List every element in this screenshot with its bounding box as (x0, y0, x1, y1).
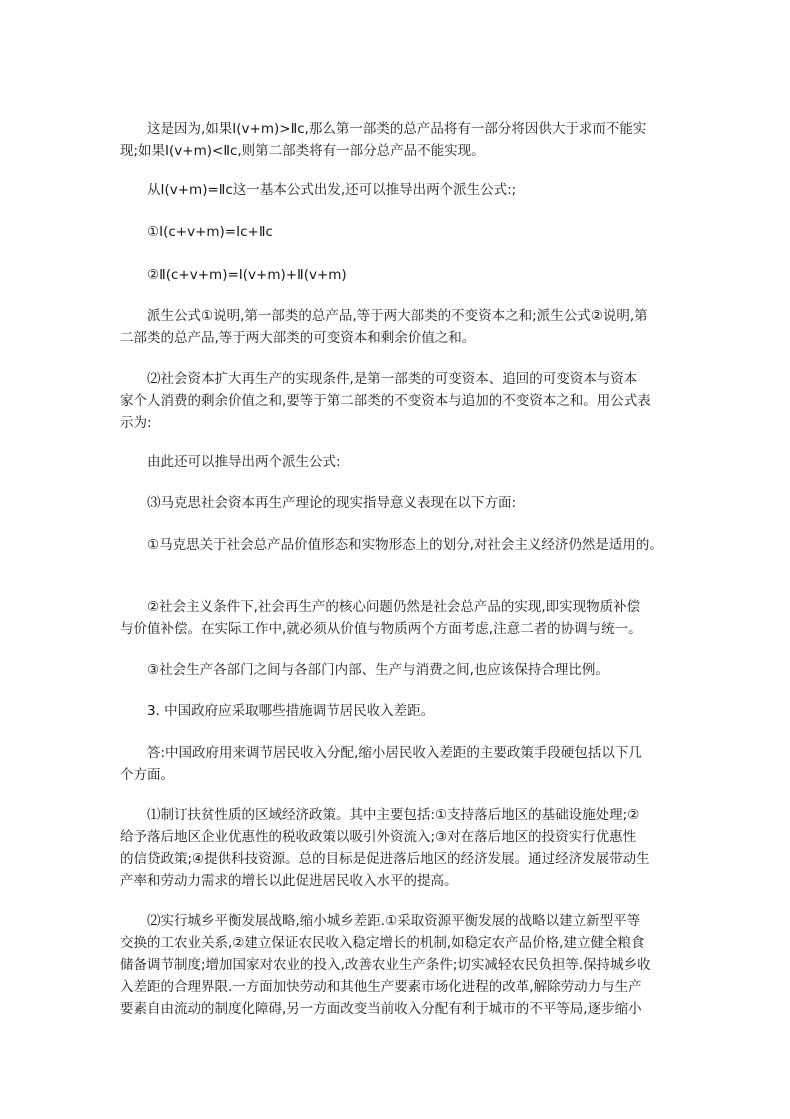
text-line: ①马克思关于社会总产品价值形态和实物形态上的划分,对社会主义经济仍然是适用的。 (147, 537, 663, 553)
text-line: 产率和劳动力需求的增长以此促进居民收入水平的提高。 (120, 873, 458, 889)
text-line: 与价值补偿。在实际工作中,就必须从价值与物质两个方面考虑,注意二者的协调与统一。 (120, 621, 642, 637)
paragraph-expanded-reproduction (120, 368, 680, 434)
paragraph-point-two (120, 596, 680, 640)
text-line: 个方面。 (120, 767, 174, 783)
text-line: 从Ⅰ(v+m)=Ⅱc这一基本公式出发,还可以推导出两个派生公式:; (147, 182, 517, 198)
text-line: ⑵实行城乡平衡发展战略,缩小城乡差距.①采取资源平衡发展的战略以建立新型平等 (147, 913, 641, 929)
text-line: 的信贷政策;④提供科技资源。总的目标是促进落后地区的经济发展。通过经济发展带动生 (120, 851, 650, 867)
text-line: ③社会生产各部门之间与各部门内部、生产与消费之间,也应该保持合理比例。 (147, 662, 609, 678)
text-line: 入差距的合理界限.一方面加快劳动和其他生产要素市场化进程的改革,解除劳动力与生产 (120, 979, 642, 995)
text-line: ⑶马克思社会资本再生产理论的现实指导意义表现在以下方面: (147, 495, 517, 511)
text-line: 这是因为,如果Ⅰ(v+m)>Ⅱc,那么第一部类的总产品将有一部分将因供大于求而不能实 (147, 121, 647, 137)
text-line: 储备调节制度;增加国家对农业的投入,改善农业生产条件;切实减轻农民负担等.保持城乡收 (120, 957, 651, 973)
text-line: 3. 中国政府应采取哪些措施调节居民收入差距。 (147, 703, 435, 719)
formula-two (120, 264, 680, 286)
paragraph-demand-supply (120, 118, 680, 162)
paragraph-point-three (120, 659, 680, 681)
text-line: 答:中国政府用来调节居民收入分配,缩小居民收入差距的主要政策手段硬包括以下几 (147, 745, 642, 761)
paragraph-urban-rural-balance (120, 910, 680, 1020)
text-line: 派生公式①说明,第一部类的总产品,等于两大部类的不变资本之和;派生公式②说明,第 (147, 308, 648, 324)
text-line: 给予落后地区企业优惠性的税收政策以吸引外资流入;③对在落后地区的投资实行优惠性 (120, 829, 637, 845)
text-line: ⑴制订扶贫性质的区域经济政策。其中主要包括:①支持落后地区的基础设施处理;② (147, 807, 640, 823)
paragraph-significance-heading (120, 492, 680, 514)
text-line: 交换的工农业关系,②建立保证农民收入稳定增长的机制,如稳定农产品价格,建立健全粮食 (120, 935, 645, 951)
text-line: 由此还可以推导出两个派生公式: (147, 454, 341, 470)
text-line: 二部类的总产品,等于两大部类的可变资本和剩余价值之和。 (120, 330, 476, 346)
text-line: 现;如果Ⅰ(v+m)<Ⅱc,则第二部类将有一部分总产品不能实现。 (120, 143, 485, 159)
text-line: ②Ⅱ(c+v+m)=Ⅰ(v+m)+Ⅱ(v+m) (147, 267, 347, 283)
text-line: ①Ⅰ(c+v+m)=Ⅰc+Ⅱc (147, 224, 273, 240)
question-heading (120, 700, 680, 722)
text-line: ②社会主义条件下,社会再生产的核心问题仍然是社会总产品的实现,即实现物质补偿 (147, 599, 641, 615)
paragraph-derived-again (120, 451, 680, 473)
paragraph-regional-policy (120, 804, 680, 892)
paragraph-point-one (120, 534, 680, 556)
text-line: ⑵社会资本扩大再生产的实现条件,是第一部类的可变资本、追回的可变资本与资本 (147, 371, 638, 387)
paragraph-derived-formulas-intro (120, 179, 680, 201)
text-line: 要素自由流动的制度化障碍,另一方面改变当前收入分配有利于城市的不平等局,逐步缩小 (120, 1001, 642, 1017)
text-line: 示为: (120, 415, 152, 431)
paragraph-answer-intro (120, 742, 680, 786)
formula-one (120, 221, 680, 243)
paragraph-formula-explanation (120, 305, 680, 349)
text-line: 家个人消费的剩余价值之和,要等于第二部类的不变资本与追加的不变资本之和。用公式表 (120, 393, 651, 409)
